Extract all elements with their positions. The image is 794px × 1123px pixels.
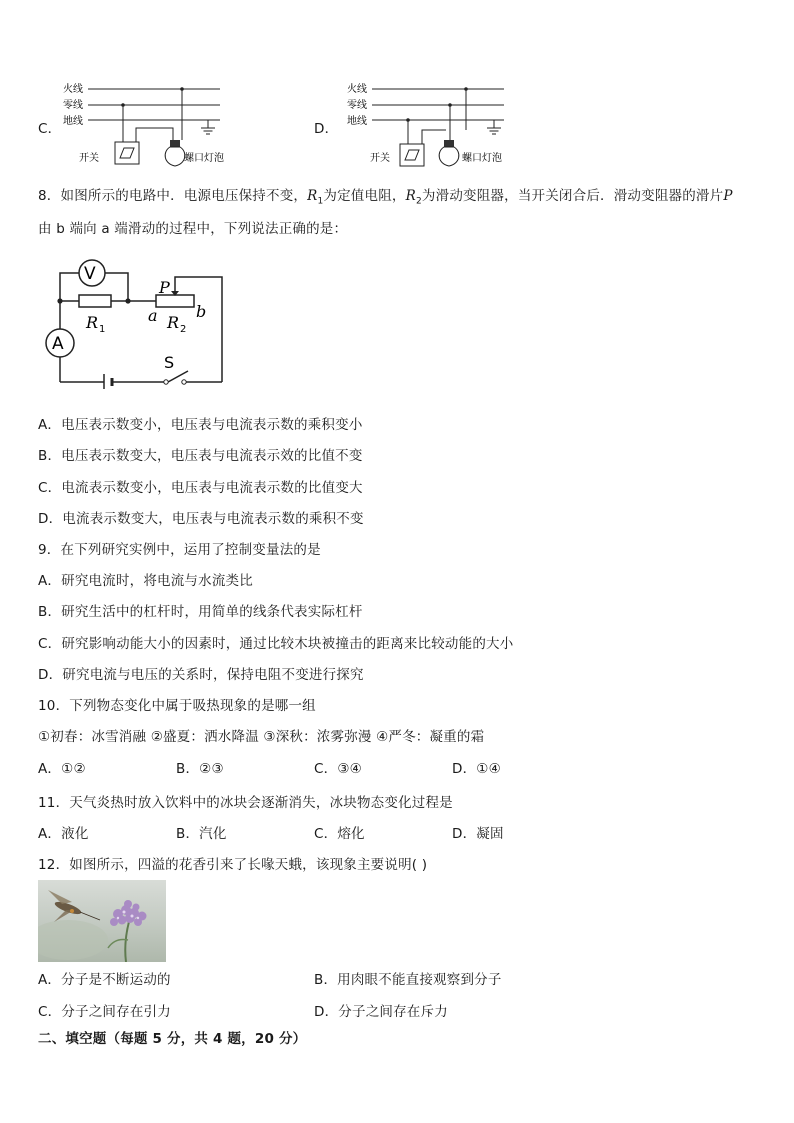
- q12-option-c[interactable]: C．分子之间存在引力: [38, 1004, 171, 1020]
- q8-stem-line2: 由 b 端向 a 端滑动的过程中，下列说法正确的是：: [38, 221, 348, 237]
- q7-option-c-label[interactable]: C．: [38, 121, 62, 137]
- bulb-icon: [165, 140, 185, 166]
- slider-p-label: P: [159, 278, 170, 297]
- q12-stem: 12．如图所示，四溢的花香引来了长喙天蛾，该现象主要说明( ): [38, 857, 428, 873]
- bulb-label: 螺口灯泡: [184, 153, 224, 164]
- q8-option-c[interactable]: C．电流表示数变小，电压表与电流表示数的比值变大: [38, 480, 363, 496]
- end-b-label: b: [196, 302, 207, 321]
- q11-option-c[interactable]: C．熔化: [314, 826, 365, 842]
- q8-option-d[interactable]: D．电流表示数变大，电压表与电流表示数的乘积不变: [38, 511, 364, 527]
- q7-diagram-c: [58, 78, 238, 170]
- switch-s-label: S: [164, 353, 175, 372]
- q7-option-d-label[interactable]: D．: [314, 121, 339, 137]
- q10-stem: 10．下列物态变化中属于吸热现象的是哪一组: [38, 698, 316, 714]
- ground-wire-label: 地线: [347, 116, 367, 127]
- switch-label: 开关: [370, 153, 390, 164]
- switch-icon: [115, 142, 139, 164]
- q11-option-b[interactable]: B．汽化: [176, 826, 227, 842]
- q11-option-d[interactable]: D．凝固: [452, 826, 504, 842]
- q8-circuit-diagram: [38, 255, 238, 389]
- q11-stem: 11．天气炎热时放入饮料中的冰块会逐渐消失，冰块物态变化过程是: [38, 795, 453, 811]
- switch-icon: [400, 144, 424, 166]
- ammeter-label: A: [52, 334, 64, 354]
- q12-option-a[interactable]: A．分子是不断运动的: [38, 972, 171, 988]
- q9-option-d[interactable]: D．研究电流与电压的关系时，保持电阻不变进行探究: [38, 667, 364, 683]
- section-2-heading: 二、填空题（每题 5 分，共 4 题，20 分）: [38, 1031, 307, 1047]
- q8-option-b[interactable]: B．电压表示数变大，电压表与电流表示效的比值不变: [38, 448, 363, 464]
- r2-label: R: [167, 313, 180, 332]
- q11-option-a[interactable]: A．液化: [38, 826, 89, 842]
- r1-label: R: [86, 313, 99, 332]
- q9-option-b[interactable]: B．研究生活中的杠杆时，用简单的线条代表实际杠杆: [38, 604, 363, 620]
- q9-option-c[interactable]: C．研究影响动能大小的因素时，通过比较木块被撞击的距离来比较动能的大小: [38, 636, 514, 652]
- q7-diagram-d: [342, 78, 522, 170]
- q9-stem: 9．在下列研究实例中，运用了控制变量法的是: [38, 542, 321, 558]
- q9-option-a[interactable]: A．研究电流时，将电流与水流类比: [38, 573, 253, 589]
- neutral-wire-label: 零线: [63, 100, 83, 111]
- neutral-wire-label: 零线: [347, 100, 367, 111]
- voltmeter-label: V: [84, 264, 96, 284]
- q8-stem-line1: 8．如图所示的电路中．电源电压保持不变，$R_1$为定值电阻，$R_2$为滑动变阻器，当开关闭合后．滑动变阻器的滑片P: [38, 188, 733, 207]
- bulb-icon: [439, 140, 459, 166]
- q10-items: ①初春：冰雪消融 ②盛夏：洒水降温 ③深秋：浓雾弥漫 ④严冬：凝重的霜: [38, 729, 485, 745]
- r2-subscript: 2: [180, 324, 187, 335]
- ground-wire-label: 地线: [63, 116, 83, 127]
- q10-option-b[interactable]: B．②③: [176, 761, 224, 777]
- q10-option-c[interactable]: C．③④: [314, 761, 362, 777]
- q10-option-a[interactable]: A．①②: [38, 761, 86, 777]
- live-wire-label: 火线: [347, 84, 367, 95]
- switch-label: 开关: [79, 153, 99, 164]
- live-wire-label: 火线: [63, 84, 83, 95]
- q8-option-a[interactable]: A．电压表示数变小，电压表与电流表示数的乘积变小: [38, 417, 363, 433]
- q12-option-d[interactable]: D．分子之间存在斥力: [314, 1004, 448, 1020]
- moth-flower-photo: [38, 880, 166, 962]
- q10-option-d[interactable]: D．①④: [452, 761, 501, 777]
- q12-option-b[interactable]: B．用肉眼不能直接观察到分子: [314, 972, 502, 988]
- bulb-label: 螺口灯泡: [462, 153, 502, 164]
- resistor-r1-icon: [79, 295, 111, 307]
- r1-subscript: 1: [99, 324, 106, 335]
- end-a-label: a: [148, 306, 158, 325]
